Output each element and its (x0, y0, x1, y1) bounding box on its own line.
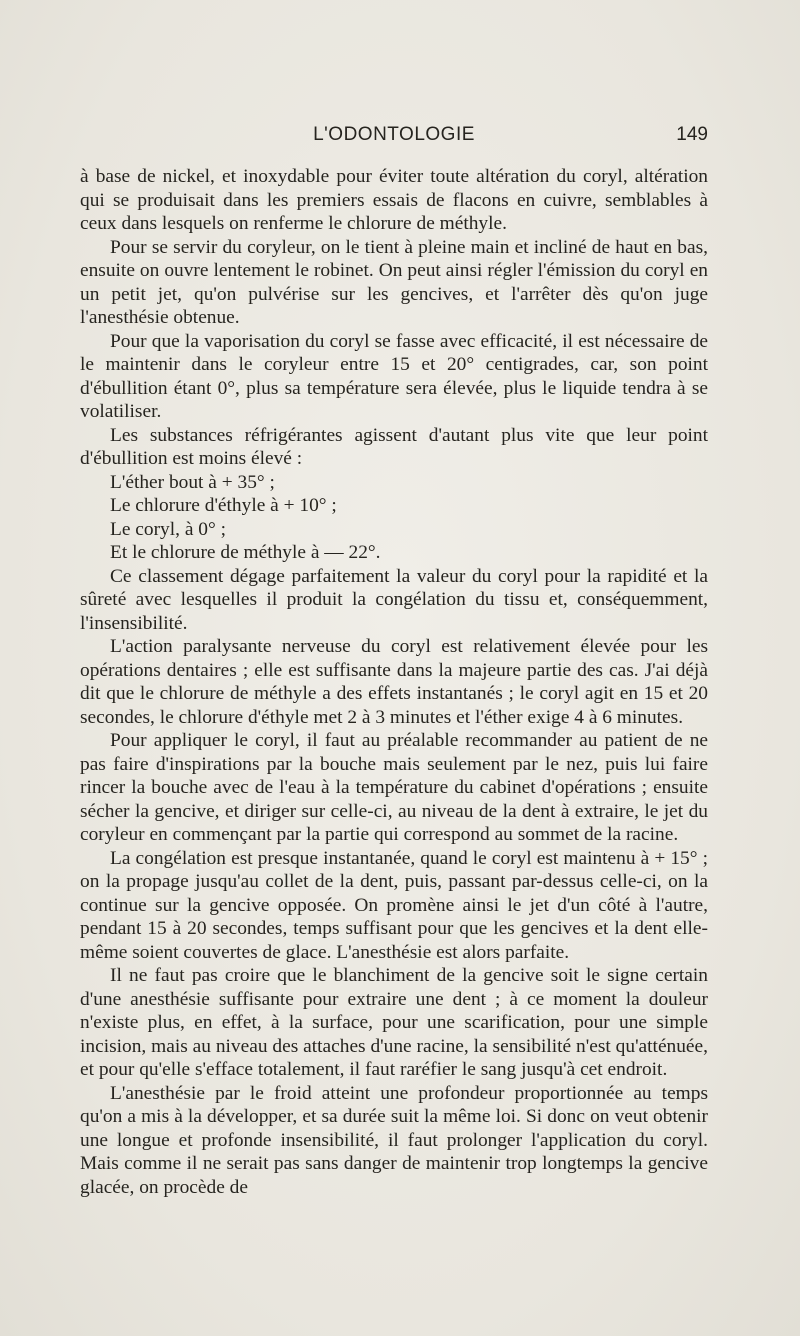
page-header (80, 124, 708, 154)
paragraph: Pour se servir du coryleur, on le tient à pleine main et incliné de haut en bas, ensuite on ouvre lentement le robinet. On peut ainsi régler l'émission du coryl en un petit jet, qu'on pulvérise sur les gencives, et l'arrêter dès qu'on juge l'anesthésie obtenue. (80, 236, 708, 328)
list-item: Le coryl, à 0° ; (110, 518, 226, 540)
page-number: 149 (676, 124, 708, 145)
list-item: L'éther bout à + 35° ; (110, 471, 275, 493)
paragraph: Les substances réfrigérantes agissent d'autant plus vite que leur point d'ébullition est moins élevé : (80, 424, 708, 469)
paragraph: La congélation est presque instantanée, quand le coryl est maintenu à + 15° ; on la propage jusqu'au collet de la dent, puis, passant par-dessus celle-ci, on la continue sur la gencive opposée. On promène ainsi le jet d'un côté à l'autre, pendant 15 à 20 secondes, temps suffisant pour que les gencives et la dent elle-même soient couvertes de glace. L'anesthésie est alors parfaite. (80, 847, 708, 963)
list-item: Le chlorure d'éthyle à + 10° ; (110, 495, 337, 516)
body-text (80, 165, 708, 1199)
paragraph: Pour appliquer le coryl, il faut au préalable recommander au patient de ne pas faire d'inspirations par la bouche mais seulement par le nez, puis lui faire rincer la bouche avec de l'eau à la température du cabinet d'opérations ; ensuite sécher la gencive, et diriger sur celle-ci, au niveau de la dent à extraire, le jet du coryleur en commençant par la partie qui correspond au sommet de la racine. (80, 730, 708, 845)
paragraph: L'anesthésie par le froid atteint une profondeur proportionnée au temps qu'on a mis à la développer, et sa durée suit la même loi. Si donc on veut obtenir une longue et profonde insensibilité, il faut prolonger l'application du coryl. Mais comme il ne serait pas sans danger de maintenir trop longtemps la gencive glacée, on procède de (80, 1082, 708, 1198)
list-item: Et le chlorure de méthyle à — 22°. (110, 542, 381, 563)
paragraph: Pour que la vaporisation du coryl se fasse avec efficacité, il est nécessaire de le maintenir dans le coryleur entre 15 et 20° centigrades, car, son point d'ébullition étant 0°, plus sa température sera élevée, plus le liquide tendra à se volatiliser. (80, 330, 708, 422)
paragraph: Il ne faut pas croire que le blanchiment de la gencive soit le signe certain d'une anesthésie suffisante pour extraire une dent ; à ce moment la douleur n'existe plus, en effet, à la surface, pour une scarification, pour une simple incision, mais au niveau des attaches d'une racine, la sensibilité n'est qu'atténuée, et pour qu'elle s'efface totalement, il faut raréfier le sang jusqu'à cet endroit. (80, 965, 708, 1080)
paragraph: L'action paralysante nerveuse du coryl est relativement élevée pour les opérations dentaires ; elle est suffisante dans la majeure partie des cas. J'ai déjà dit que le chlorure de méthyle a des effets instantanés ; le coryl agit en 15 et 20 secondes, le chlorure d'éthyle met 2 à 3 minutes et l'éther exige 4 à 6 minutes. (80, 636, 708, 728)
paragraph-continuation: à base de nickel, et inoxydable pour éviter toute altération du coryl, altération qui se produisait dans les premiers essais de flacons en cuivre, semblables à ceux dans lesquels on renferme le chlorure de méthyle. (80, 166, 708, 234)
paragraph: Ce classement dégage parfaitement la valeur du coryl pour la rapidité et la sûreté avec lesquelles il produit la congélation du tissu et, conséquemment, l'insensibilité. (80, 565, 708, 634)
running-title: L'ODONTOLOGIE (313, 124, 475, 145)
